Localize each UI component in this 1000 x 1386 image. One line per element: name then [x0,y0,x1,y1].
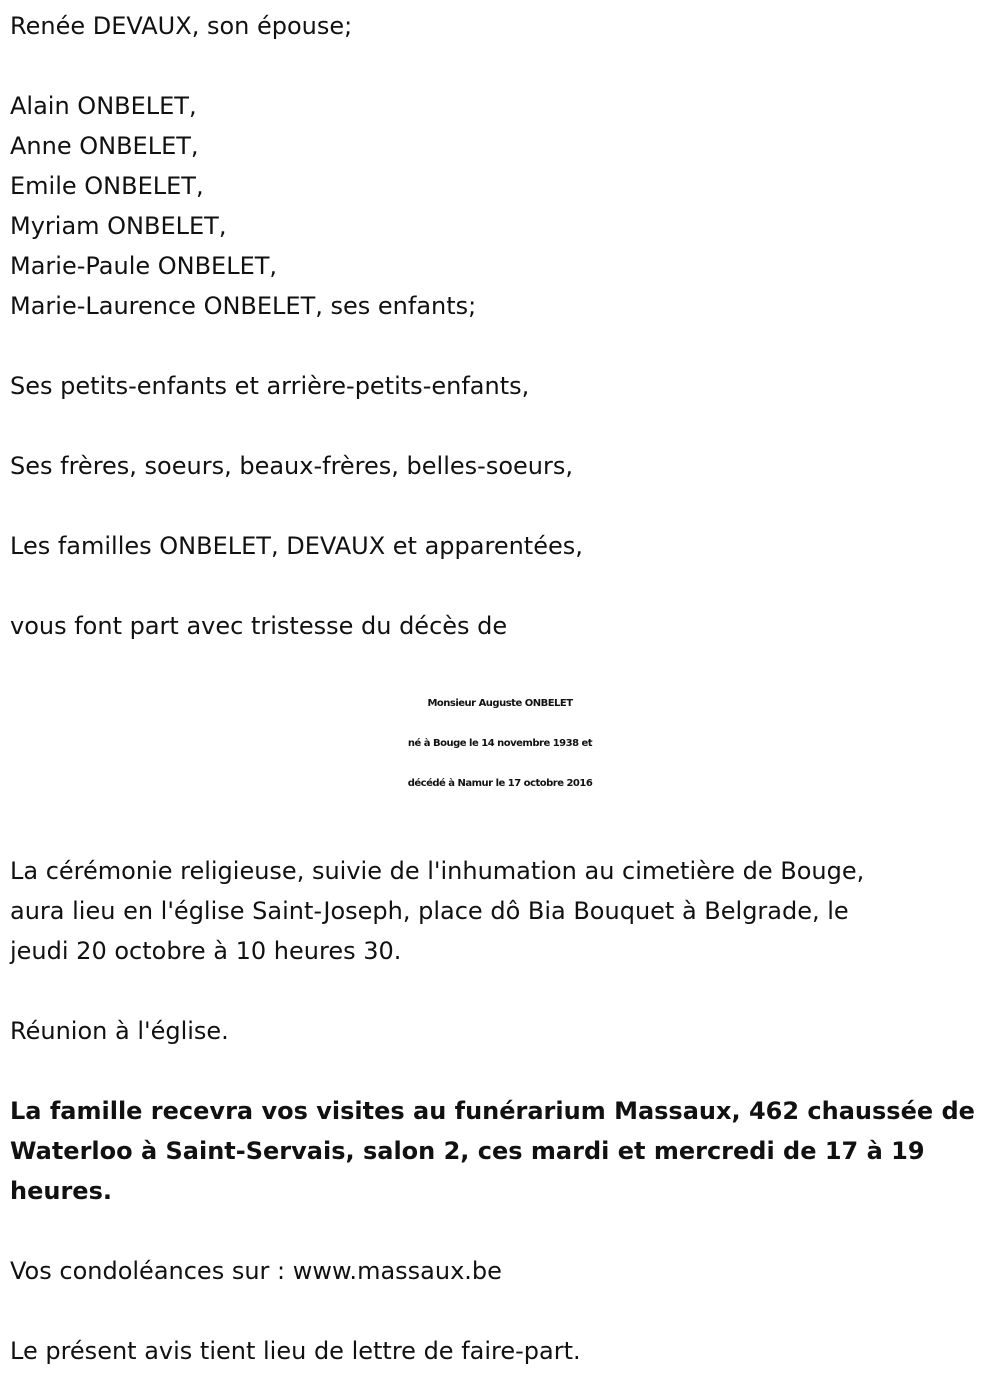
child-line: Marie-Laurence ONBELET, ses enfants; [10,292,477,320]
deceased-name: Monsieur Auguste ONBELET [427,698,573,709]
ceremony-line: jeudi 20 octobre à 10 heures 30. [10,937,402,965]
siblings-line: Ses frères, soeurs, beaux-frères, belles-soeurs, [10,452,573,480]
child-line: Anne ONBELET, [10,132,199,160]
condolences-line: Vos condoléances sur : www.massaux.be [10,1257,502,1285]
child-line: Myriam ONBELET, [10,212,227,240]
deceased-death: décédé à Namur le 17 octobre 2016 [407,778,593,789]
ceremony-line: aura lieu en l'église Saint-Joseph, place dô Bia Bouquet à Belgrade, le [10,897,849,925]
ceremony-paragraph [10,851,995,971]
child-line: Alain ONBELET, [10,92,197,120]
families-line: Les familles ONBELET, DEVAUX et apparentées, [10,532,583,560]
spouse-line: Renée DEVAUX, son épouse; [10,12,353,40]
child-line: Emile ONBELET, [10,172,204,200]
visits-line: La famille recevra vos visites au funérarium Massaux, 462 chaussée de [10,1097,975,1125]
child-line: Marie-Paule ONBELET, [10,252,278,280]
grandchildren-line: Ses petits-enfants et arrière-petits-enfants, [10,372,530,400]
visits-line: heures. [10,1177,112,1205]
deceased-birth: né à Bouge le 14 novembre 1938 et [407,738,593,749]
announcement-line: vous font part avec tristesse du décès de [10,612,508,640]
closing-line: Le présent avis tient lieu de lettre de faire-part. [10,1337,581,1365]
visits-line: Waterloo à Saint-Servais, salon 2, ces mardi et mercredi de 17 à 19 [10,1137,925,1165]
visits-paragraph [10,1091,995,1211]
meeting-line: Réunion à l'église. [10,1017,229,1045]
ceremony-line: La cérémonie religieuse, suivie de l'inhumation au cimetière de Bouge, [10,857,865,885]
